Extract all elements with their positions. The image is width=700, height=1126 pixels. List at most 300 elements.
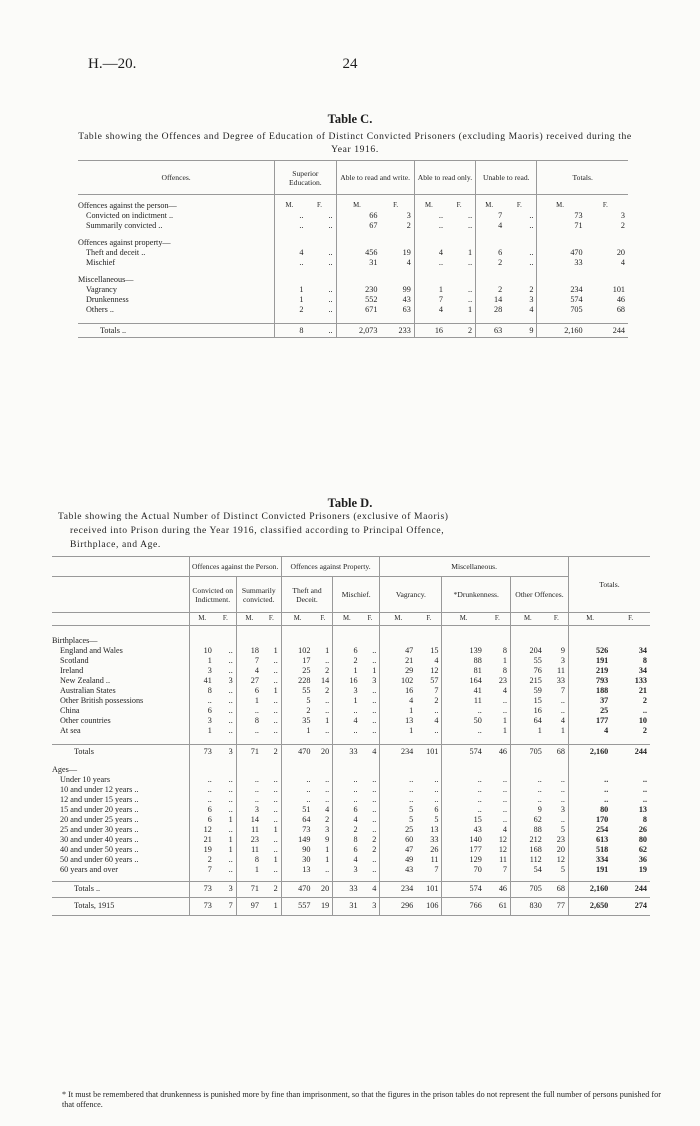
table-cell: .. [328, 211, 333, 220]
table-cell: .. [333, 706, 361, 716]
empty-cell [446, 315, 476, 324]
empty-cell [568, 626, 611, 637]
empty-cell [568, 636, 611, 646]
table-d-title: Table D. [327, 496, 373, 510]
table-cell: .. [189, 696, 215, 706]
table-cell: 212 [511, 835, 545, 845]
table-cell: 16 [333, 676, 361, 686]
col-read-and-write: Able to read and write. [336, 161, 414, 195]
table-cell: .. [236, 775, 262, 785]
table-cell: 101 [612, 285, 625, 294]
empty-cell [537, 268, 586, 275]
table-cell: .. [642, 774, 647, 784]
table-d-caption [58, 510, 658, 552]
col-vagrancy: Vagrancy. [380, 577, 442, 613]
empty-cell [236, 626, 262, 637]
table-cell: 33 [430, 834, 439, 844]
table-cell: .. [372, 794, 377, 804]
table-cell [414, 275, 446, 285]
table-cell [505, 275, 537, 285]
table-cell: 4 [476, 221, 506, 231]
table-cell: .. [273, 814, 278, 824]
row-label: Theft and deceit .. [86, 248, 146, 257]
table-cell: 8 [236, 855, 262, 865]
table-cell: .. [273, 864, 278, 874]
table-cell: .. [273, 794, 278, 804]
table-cell: 12 [189, 825, 215, 835]
table-cell: 705 [537, 305, 586, 315]
table-cell: 25 [568, 706, 611, 716]
table-cell: 10 [638, 716, 647, 725]
table-cell: 14 [321, 676, 330, 685]
table-cell: 2 [275, 305, 307, 315]
table-cell: 1 [333, 666, 361, 676]
table-cell: 4 [361, 745, 380, 759]
empty-cell [78, 315, 275, 324]
table-cell: 8 [236, 716, 262, 726]
table-cell: 4 [333, 855, 361, 865]
table-cell: .. [189, 785, 215, 795]
table-cell: 14 [476, 295, 506, 305]
table-cell: 552 [336, 295, 380, 305]
row-label: Offences against property— [78, 238, 171, 247]
table-cell: .. [511, 785, 545, 795]
empty-cell [414, 268, 446, 275]
table-cell: 139 [442, 646, 485, 656]
row-label: 40 and under 50 years .. [60, 844, 139, 854]
table-cell: 64 [511, 716, 545, 726]
table-cell: .. [228, 716, 233, 725]
table-cell: 2,650 [568, 897, 611, 915]
table-cell: .. [434, 706, 439, 715]
empty-cell [537, 231, 586, 238]
table-cell: 204 [511, 646, 545, 656]
table-cell: 55 [511, 656, 545, 666]
table-cell: .. [273, 804, 278, 814]
table-cell: 830 [511, 897, 545, 915]
table-cell: .. [333, 795, 361, 805]
empty-cell [262, 626, 281, 637]
table-cell: 112 [511, 855, 545, 865]
empty-cell [485, 636, 511, 646]
table-cell: 43 [402, 295, 411, 304]
table-cell: .. [236, 706, 262, 716]
empty-cell [189, 765, 215, 775]
table-cell: .. [236, 785, 262, 795]
table-cell: .. [372, 814, 377, 824]
table-cell: M. [336, 201, 380, 211]
table-cell: 26 [430, 844, 439, 854]
col-offences: Offences. [78, 161, 275, 195]
empty-cell [336, 231, 380, 238]
col-other-offences: Other Offences. [511, 577, 569, 613]
table-cell: .. [560, 774, 565, 784]
empty-cell [611, 765, 650, 775]
table-cell: .. [328, 305, 333, 314]
caption-line: Table showing the Actual Number of Distinct Convicted Prisoners (exclusive of Maoris) [58, 511, 449, 522]
table-cell: 188 [568, 686, 611, 696]
table-cell: 99 [402, 285, 411, 294]
spacer-row [52, 626, 650, 637]
empty-cell [380, 626, 416, 637]
table-cell: 2 [434, 696, 439, 705]
table-cell: 55 [281, 686, 313, 696]
table-cell: .. [325, 774, 330, 784]
sex-header: M. [236, 613, 262, 626]
table-cell: .. [529, 221, 534, 230]
table-cell: 36 [638, 854, 647, 864]
table-cell: 1 [502, 716, 507, 725]
empty-cell [380, 231, 414, 238]
table-cell: 20 [313, 745, 332, 759]
sex-header: M. [511, 613, 545, 626]
table-cell: 168 [511, 845, 545, 855]
empty-cell [442, 626, 485, 637]
table-cell: 3 [372, 676, 377, 685]
table-cell: .. [434, 726, 439, 735]
table-cell [537, 238, 586, 248]
table-cell: .. [372, 854, 377, 864]
table-row [52, 686, 650, 696]
table-cell: 5 [281, 696, 313, 706]
empty-cell [380, 268, 414, 275]
table-cell: 7 [434, 864, 439, 874]
table-cell: F. [317, 202, 322, 209]
table-cell: 219 [568, 666, 611, 676]
section-row [78, 238, 628, 248]
table-cell: 5 [560, 824, 565, 834]
table-cell: 63 [476, 324, 506, 338]
table-row [52, 676, 650, 686]
table-cell: 244 [611, 881, 650, 897]
table-cell: 73 [281, 825, 313, 835]
table-cell: .. [281, 775, 313, 785]
table-cell: 129 [442, 855, 485, 865]
table-cell: .. [328, 295, 333, 304]
row-label: 10 and under 12 years .. [60, 784, 139, 794]
empty-cell [336, 315, 380, 324]
empty-cell [275, 315, 307, 324]
page-number: 24 [342, 56, 358, 72]
table-cell: .. [273, 844, 278, 854]
table-cell: .. [529, 211, 534, 220]
table-cell: .. [434, 784, 439, 794]
table-cell: .. [328, 248, 333, 257]
table-cell: 470 [281, 881, 313, 897]
table-cell: 4 [568, 726, 611, 736]
table-cell: 2 [642, 726, 647, 735]
sex-header: F. [416, 613, 442, 626]
empty-cell [189, 736, 215, 745]
table-cell: 1 [228, 814, 233, 824]
empty-cell [511, 636, 545, 646]
table-cell: 9 [511, 805, 545, 815]
empty-cell [275, 231, 307, 238]
table-cell: .. [442, 795, 485, 805]
empty-cell [505, 315, 537, 324]
table-row [52, 646, 650, 656]
table-cell: .. [568, 775, 611, 785]
table-cell: 2 [325, 666, 330, 675]
table-cell: 1 [325, 716, 330, 725]
empty-cell [215, 736, 236, 745]
group-property: Offences against Property. [281, 557, 380, 577]
table-c [78, 160, 628, 338]
empty-cell [313, 626, 332, 637]
table-cell: 11 [442, 696, 485, 706]
table-cell: 1 [228, 834, 233, 844]
table-cell: 2 [446, 324, 476, 338]
table-cell: 1 [189, 656, 215, 666]
table-cell: 33 [333, 881, 361, 897]
table-cell: 177 [568, 716, 611, 726]
table-cell: 3 [333, 865, 361, 875]
empty-cell [313, 765, 332, 775]
table-cell: .. [328, 285, 333, 294]
empty-cell [52, 626, 189, 637]
table-cell: 177 [442, 845, 485, 855]
table-cell: 12 [556, 854, 565, 864]
sex-header: F. [215, 613, 236, 626]
empty-cell [611, 636, 650, 646]
table-cell: .. [372, 726, 377, 735]
empty-cell [306, 315, 336, 324]
table-cell: .. [228, 656, 233, 665]
table-cell: 133 [634, 676, 647, 685]
table-cell: M. [476, 201, 506, 211]
table-cell: 7 [476, 211, 506, 221]
table-cell [476, 275, 506, 285]
empty-cell [511, 626, 545, 637]
table-cell: 28 [476, 305, 506, 315]
table-cell: 102 [380, 676, 416, 686]
sex-header: M. [380, 613, 416, 626]
table-cell: 9 [560, 646, 565, 655]
spacer-row [52, 736, 650, 745]
table-cell: 62 [511, 815, 545, 825]
table-cell: 526 [568, 646, 611, 656]
table-cell: 5 [434, 814, 439, 824]
empty-cell [215, 765, 236, 775]
table-cell: .. [502, 706, 507, 715]
spacer-row [78, 315, 628, 324]
table-cell: 9 [505, 324, 537, 338]
empty-cell [545, 765, 569, 775]
table-cell: .. [511, 795, 545, 805]
table-cell: 334 [568, 855, 611, 865]
col-summarily-convicted: Summarily convicted. [236, 577, 281, 613]
table-cell: 16 [414, 324, 446, 338]
table-cell: 27 [236, 676, 262, 686]
row-label: Other countries [60, 716, 111, 725]
table-cell: 31 [333, 897, 361, 915]
table-cell: .. [228, 864, 233, 874]
table-cell: 2 [476, 285, 506, 295]
table-cell: 1 [273, 854, 278, 864]
table-cell: 2 [333, 656, 361, 666]
row-label: Totals .. [78, 324, 275, 338]
table-cell: .. [372, 696, 377, 705]
table-cell: 1 [372, 666, 377, 675]
table-cell: 68 [616, 305, 625, 314]
caption-line: received into Prison during the Year 1916, classified according to Principal Offence, [70, 525, 445, 536]
table-cell: .. [380, 775, 416, 785]
empty-cell [281, 765, 313, 775]
row-label: Others .. [86, 305, 114, 314]
col-superior-education: Superior Education. [275, 161, 336, 195]
table-cell: 191 [568, 865, 611, 875]
table-cell: 54 [511, 865, 545, 875]
empty-cell [545, 736, 569, 745]
row-label: Totals .. [52, 881, 189, 897]
col-theft-and-deceit: Theft and Deceit. [281, 577, 332, 613]
table-cell: 1 [325, 646, 330, 655]
table-cell: 43 [442, 825, 485, 835]
table-cell: 3 [620, 211, 625, 220]
section-label: Ages— [52, 764, 78, 774]
table-cell: 234 [380, 745, 416, 759]
table-cell: 1 [275, 295, 307, 305]
table-cell: .. [442, 775, 485, 785]
section-row [52, 636, 650, 646]
table-cell: 574 [442, 881, 485, 897]
sex-header: M. [442, 613, 485, 626]
table-cell: 4 [620, 258, 625, 267]
table-cell: .. [434, 774, 439, 784]
empty-cell [333, 765, 361, 775]
sex-header: F. [361, 613, 380, 626]
table-cell: 97 [236, 897, 262, 915]
empty-cell [414, 231, 446, 238]
table-cell: .. [372, 824, 377, 834]
table-cell: 68 [545, 745, 569, 759]
table-cell: .. [273, 676, 278, 685]
empty-cell [333, 626, 361, 637]
table-cell: 613 [568, 835, 611, 845]
table-cell: .. [502, 784, 507, 794]
table-cell: 15 [442, 815, 485, 825]
row-label: Australian States [60, 686, 116, 695]
table-cell: .. [281, 785, 313, 795]
section-row [52, 765, 650, 775]
sex-header: F. [545, 613, 569, 626]
table-cell: 13 [430, 824, 439, 834]
table-cell: 19 [313, 897, 332, 915]
empty-cell [568, 736, 611, 745]
table-cell [336, 275, 380, 285]
table-cell: .. [273, 656, 278, 665]
table-row [52, 855, 650, 865]
table-cell: 215 [511, 676, 545, 686]
table-cell: 47 [380, 646, 416, 656]
table-row [52, 745, 650, 759]
empty-cell [505, 268, 537, 275]
table-cell: 3 [236, 805, 262, 815]
table-cell: 6 [189, 805, 215, 815]
table-row [52, 897, 650, 915]
sex-header: M. [333, 613, 361, 626]
empty-cell [537, 315, 586, 324]
table-cell: 34 [638, 646, 647, 655]
empty-cell [78, 231, 275, 238]
table-cell: .. [372, 784, 377, 794]
row-label: Under 10 years [60, 774, 111, 784]
table-cell: 1 [275, 285, 307, 295]
table-cell: .. [236, 795, 262, 805]
table-cell [586, 275, 628, 285]
table-cell [446, 275, 476, 285]
table-cell: 49 [380, 855, 416, 865]
table-cell: 76 [511, 666, 545, 676]
table-cell: .. [372, 716, 377, 725]
table-row [78, 258, 628, 268]
spacer-row [78, 231, 628, 238]
table-cell: 1 [236, 865, 262, 875]
table-cell: .. [372, 686, 377, 695]
table-cell: 2 [262, 745, 281, 759]
table-cell: 7 [560, 686, 565, 695]
table-cell: 12 [430, 666, 439, 675]
table-cell: 26 [638, 824, 647, 834]
table-cell: 2,073 [336, 324, 380, 338]
table-cell: 64 [281, 815, 313, 825]
table-cell: 33 [556, 676, 565, 685]
table-cell: 456 [336, 248, 380, 258]
sex-header: F. [485, 613, 511, 626]
col-drunkenness: *Drunkenness. [442, 577, 511, 613]
table-cell: 23 [236, 835, 262, 845]
table-cell: 7 [414, 295, 446, 305]
table-cell: 7 [236, 656, 262, 666]
group-person: Offences against the Person. [189, 557, 281, 577]
empty-cell [361, 626, 380, 637]
table-cell [476, 238, 506, 248]
footnote: * It must be remembered that drunkenness is punished more by fine than imprisonment, so that the figures in the prison tables do not represent the full number of persons punished for that offence. [62, 1090, 661, 1109]
table-cell: 88 [511, 825, 545, 835]
table-cell [380, 238, 414, 248]
table-cell: 3 [325, 824, 330, 834]
table-cell: 4 [414, 305, 446, 315]
table-cell: 4 [502, 686, 507, 695]
row-label: Mischief [86, 258, 116, 267]
table-cell: .. [372, 646, 377, 655]
table-cell: 149 [281, 835, 313, 845]
col-unable-to-read: Unable to read. [476, 161, 537, 195]
col-mischief: Mischief. [333, 577, 380, 613]
table-cell: .. [380, 785, 416, 795]
table-cell: 21 [380, 656, 416, 666]
table-cell: 7 [502, 864, 507, 874]
empty-cell [380, 736, 416, 745]
table-cell: 23 [556, 834, 565, 844]
table-cell: .. [228, 774, 233, 784]
table-row [52, 825, 650, 835]
table-cell: 170 [568, 815, 611, 825]
table-cell: 11 [236, 825, 262, 835]
table-row [52, 726, 650, 736]
table-cell: 43 [380, 865, 416, 875]
empty-cell [281, 636, 313, 646]
table-cell: 2 [476, 258, 506, 268]
table-row [52, 795, 650, 805]
table-row [78, 295, 628, 305]
table-cell: 254 [568, 825, 611, 835]
empty-cell [545, 626, 569, 637]
table-cell: 81 [442, 666, 485, 676]
table-cell: 4 [560, 716, 565, 725]
table-cell: .. [468, 221, 473, 230]
table-cell: M. [537, 201, 586, 211]
